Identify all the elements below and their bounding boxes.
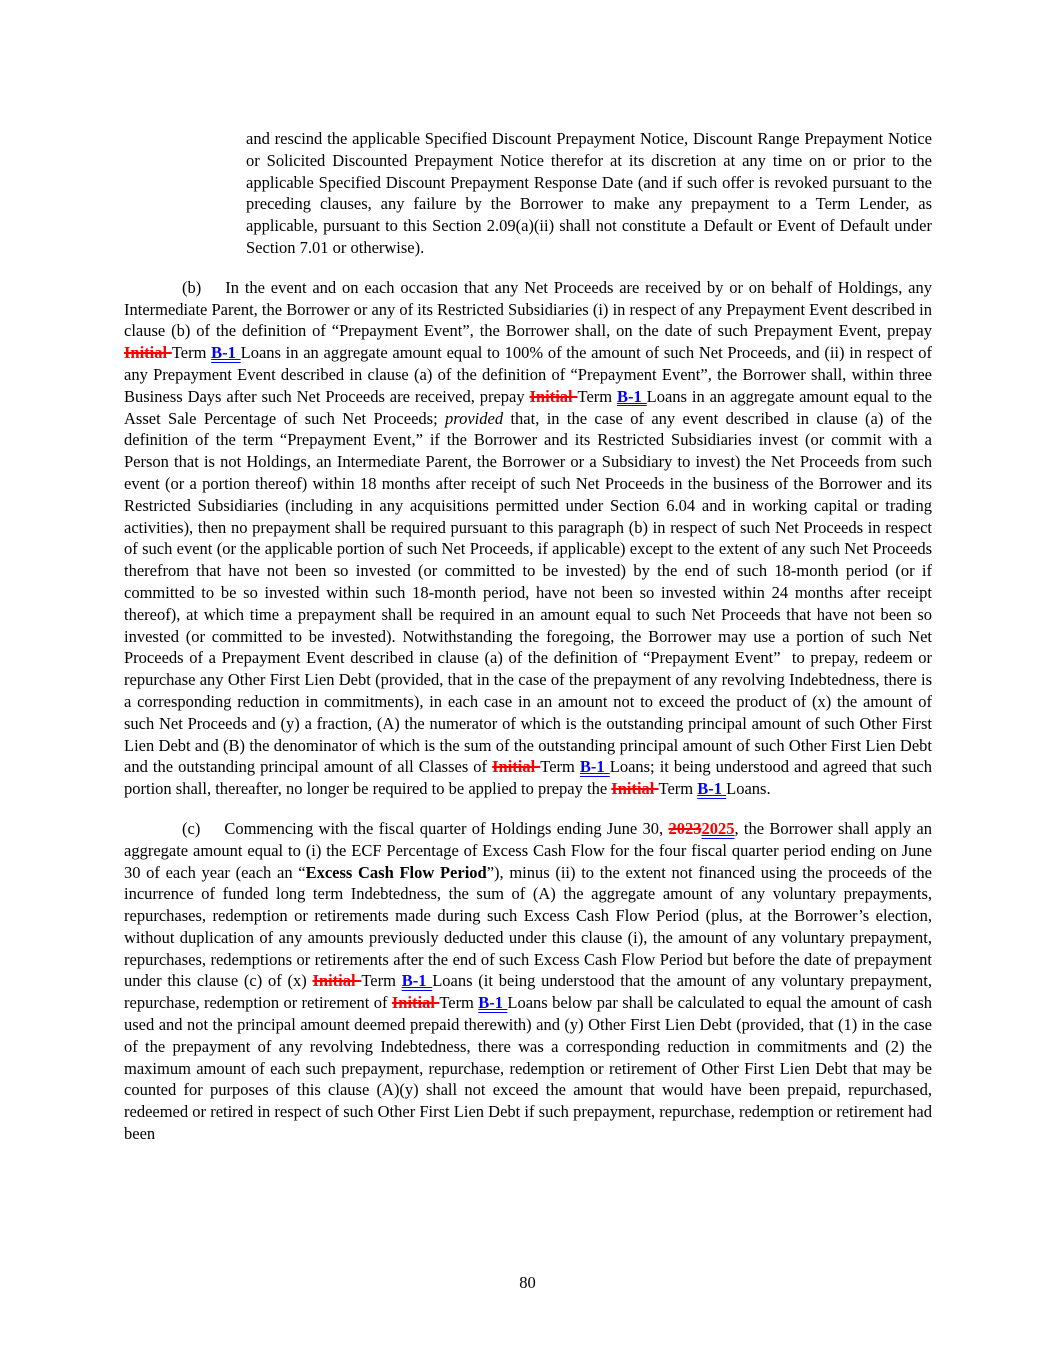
text-run: Term: [540, 757, 580, 777]
deleted-text: Initial: [124, 343, 172, 363]
text-run: Excess Cash Flow Period: [305, 862, 487, 882]
text-run: ”), minus (ii) to the extent not financed using the proceeds of the incurrence of funded long term Indebtedness, the sum of (A) the aggregate amount of any voluntary prepayments, repurchases, redemption or retirements made during such Excess Cash Flow Period (plus, at the Borrower’s election, without duplication of any amounts previously deducted under this clause (i), the amount of any voluntary prepayment, repurchases, redemptions or retirements after the end of such Excess Cash Flow Period but before the date of prepayment under this clause (c) of (x): [124, 862, 932, 991]
text-run: (b): [182, 277, 202, 297]
text-run: Loans in an aggregate amount equal to 100% of the amount of such Net Proceeds, and (ii) in respect of any Prepayment Event described in clause (a) of the definition of “Prepayment Event”, the Borrower shall, within three Business Days after such Net Proceeds are received, prepay: [124, 343, 932, 406]
deleted-text: Initial: [529, 386, 578, 406]
page-number: 80: [519, 1273, 536, 1292]
text-run: Loans (it being understood that the amount of any voluntary prepayment, repurchase, redemption or retirement of: [124, 971, 932, 1013]
deleted-text: Initial: [312, 971, 362, 991]
text-run: Term: [361, 971, 402, 991]
text-run: Loans.: [726, 779, 771, 799]
deleted-text: 2023: [668, 818, 702, 838]
text-run: , the Borrower shall apply an aggregate amount equal to (i) the ECF Percentage of Excess Cash Flow for the four fiscal quarter period ending on June 30 of each year (each an “: [124, 818, 932, 882]
document-body: [124, 128, 932, 1145]
inserted-text: B-1: [579, 757, 610, 777]
text-run: Loans in an aggregate amount equal to the Asset Sale Percentage of such Net Proceeds;: [124, 386, 932, 428]
text-run: that, in the case of any event described in clause (a) of the definition of the term “Prepayment Event,” if the Borrower and its Restricted Subsidiaries invest (or commit with a Person that is not Holdings, an Intermediate Parent, the Borrower or a Subsidiary to invest) the Net Proceeds from such event (or a portion thereof) within 18 months after receipt of such Net Proceeds in the business of the Borrower and its Restricted Subsidiaries (including in any acquisitions permitted under Section 6.04 and in working capital or trading activities), then no prepayment shall be required pursuant to this paragraph (b) in respect of such Net Proceeds in respect of such event (or the applicable portion of such Net Proceeds, if applicable) except to the extent of any such Net Proceeds therefrom that have not been so invested (or committed to be invested) by the end of such 18-month period (or if committed to be so invested within such 18-month period, have not been so invested within 24 months after receipt thereof), at which time a prepayment shall be required in an amount equal to such Net Proceeds that have not been so invested (or committed to be invested). Notwithstanding the foregoing, the Borrower may use a portion of such Net Proceeds of a Prepayment Event described in clause (a) of the definition of “Prepayment Event” to prepay, redeem or repurchase any Other First Lien Debt (provided, that in the case of the prepayment of any revolving Indebtedness, there is a corresponding reduction in commitments), in each case in an amount not to exceed the product of (x) the amount of such Net Proceeds and (y) a fraction, (A) the numerator of which is the outstanding principal amount of such Other First Lien Debt and (B) the denominator of which is the sum of the outstanding principal amount of such Other First Lien Debt and the outstanding principal amount of all Classes of: [124, 408, 932, 777]
paragraph-c: [124, 818, 932, 1145]
inserted-text: B-1: [401, 971, 433, 991]
deleted-text: Initial: [611, 779, 659, 799]
text-run: Term: [577, 386, 617, 406]
inserted-text: B-1: [617, 386, 647, 406]
indented-clause-paragraph: [246, 128, 932, 259]
text-run: Term: [439, 993, 479, 1013]
text-run: In the event and on each occasion that any Net Proceeds are received by or on behalf of Holdings, any Intermediate Parent, the Borrower or any of its Restricted Subsidiaries (i) in respect of any Prepayment Event described in clause (b) of the definition of “Prepayment Event”, the Borrower shall, on the date of such Prepayment Event, prepay: [124, 277, 932, 341]
paragraph-b: [124, 277, 932, 800]
inserted-text: 2025: [701, 818, 735, 838]
text-run: and rescind the applicable Specified Discount Prepayment Notice, Discount Range Prepayment Notice or Solicited Discounted Prepayment Notice therefor at its discretion at any time on or prior to the applicable Specified Discount Prepayment Response Date (and if such offer is revoked pursuant to the preceding clauses, any failure by the Borrower to make any prepayment to a Term Lender, as applicable, pursuant to this Section 2.09(a)(ii) shall not constitute a Default or Event of Default under Section 7.01 or otherwise).: [246, 129, 932, 257]
text-run: provided: [445, 408, 504, 428]
text-run: Loans below par shall be calculated to equal the amount of cash used and not the principal amount deemed prepaid therewith) and (y) Other First Lien Debt (provided, that (1) in the case of the prepayment of any revolving Indebtedness, there was a corresponding reduction in commitments and (2) the maximum amount of each such prepayment, repurchase, redemption or retirement of Other First Lien Debt that may be counted for purposes of this clause (A)(y) shall not exceed the amount that would have been prepaid, repurchased, redeemed or retired in respect of such Other First Lien Debt if such prepayment, repurchase, redemption or retirement had been: [124, 993, 932, 1144]
text-run: Term: [658, 779, 698, 799]
text-run: Commencing with the fiscal quarter of Holdings ending June 30,: [224, 818, 669, 838]
deleted-text: Initial: [391, 993, 440, 1013]
deleted-text: Initial: [492, 757, 541, 777]
inserted-text: B-1: [478, 993, 508, 1013]
inserted-text: B-1: [211, 343, 241, 363]
text-run: Loans; it being understood and agreed that such portion shall, thereafter, no longer be required to be applied to prepay the: [124, 757, 932, 799]
text-run: (c): [182, 818, 201, 838]
text-run: Term: [171, 343, 212, 363]
inserted-text: B-1: [697, 779, 727, 799]
